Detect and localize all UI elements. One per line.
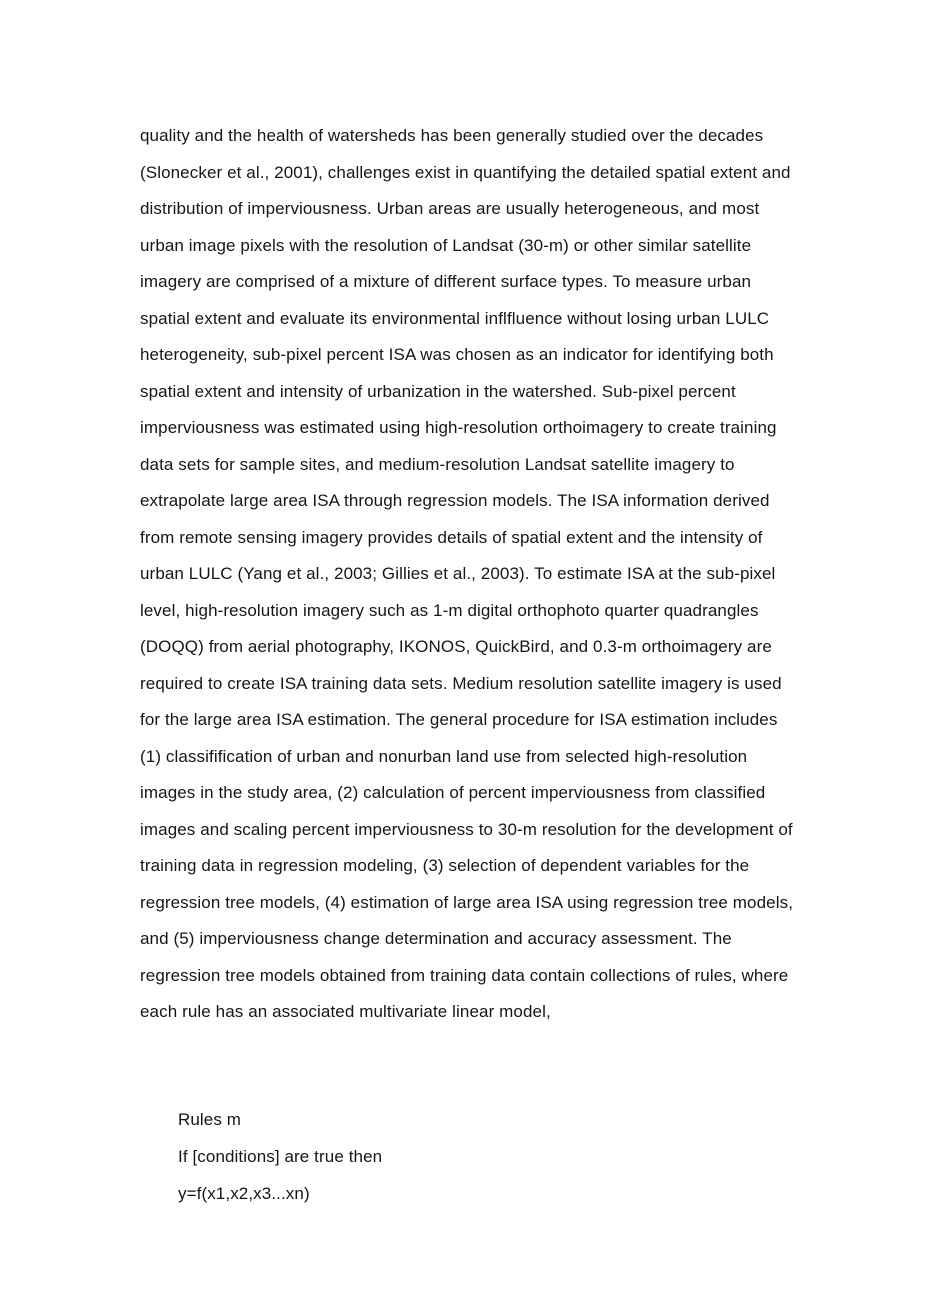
text-line: for the large area ISA estimation. The general procedure for ISA estimation includes	[140, 710, 778, 729]
text-line: regression tree models obtained from training data contain collections of rules, where	[140, 965, 789, 985]
text-line: (1) classifification of urban and nonurban land use from selected high-resolution	[140, 746, 748, 766]
text-line: each rule has an associated multivariate linear model,	[140, 1002, 551, 1021]
text-line: imperviousness was estimated using high-resolution orthoimagery to create training	[140, 418, 777, 437]
text-line: spatial extent and intensity of urbanization in the watershed. Sub-pixel percent	[140, 381, 736, 401]
text-line: (Slonecker et al., 2001), challenges exist in quantifying the detailed spatial extent and	[140, 162, 791, 182]
text-line: required to create ISA training data sets. Medium resolution satellite imagery is used	[140, 673, 782, 693]
text-line: regression tree models, (4) estimation of large area ISA using regression tree models,	[140, 892, 794, 912]
text-line: urban LULC (Yang et al., 2003; Gillies et al., 2003). To estimate ISA at the sub-pixel	[140, 564, 776, 583]
text-line: spatial extent and evaluate its environmental inflfluence without losing urban LULC	[140, 308, 770, 328]
text-line: distribution of imperviousness. Urban areas are usually heterogeneous, and most	[140, 199, 760, 218]
text-line: imagery are comprised of a mixture of different surface types. To measure urban	[140, 272, 752, 291]
rules-line-equation: y=f(x1,x2,x3...xn)	[178, 1183, 310, 1203]
text-line: from remote sensing imagery provides details of spatial extent and the intensity of	[140, 527, 763, 547]
rules-line-header: Rules m	[178, 1109, 242, 1129]
text-line: training data in regression modeling, (3) selection of dependent variables for the	[140, 856, 750, 875]
text-line: images in the study area, (2) calculation of percent imperviousness from classified	[140, 783, 766, 802]
text-line: level, high-resolution imagery such as 1-m digital orthophoto quarter quadrangles	[140, 600, 759, 620]
text-line: images and scaling percent imperviousness to 30-m resolution for the development of	[140, 819, 793, 839]
text-line: quality and the health of watersheds has been generally studied over the decades	[140, 126, 764, 145]
rules-block	[178, 1101, 800, 1212]
text-line: data sets for sample sites, and medium-resolution Landsat satellite imagery to	[140, 454, 735, 474]
text-line: (DOQQ) from aerial photography, IKONOS, QuickBird, and 0.3-m orthoimagery are	[140, 637, 772, 656]
body-text	[140, 118, 800, 1212]
text-line: urban image pixels with the resolution of Landsat (30-m) or other similar satellite	[140, 235, 752, 255]
text-line: extrapolate large area ISA through regression models. The ISA information derived	[140, 491, 770, 510]
rules-line-condition: If [conditions] are true then	[178, 1146, 383, 1166]
text-line: heterogeneity, sub-pixel percent ISA was chosen as an indicator for identifying both	[140, 345, 774, 364]
text-line: and (5) imperviousness change determination and accuracy assessment. The	[140, 929, 732, 948]
